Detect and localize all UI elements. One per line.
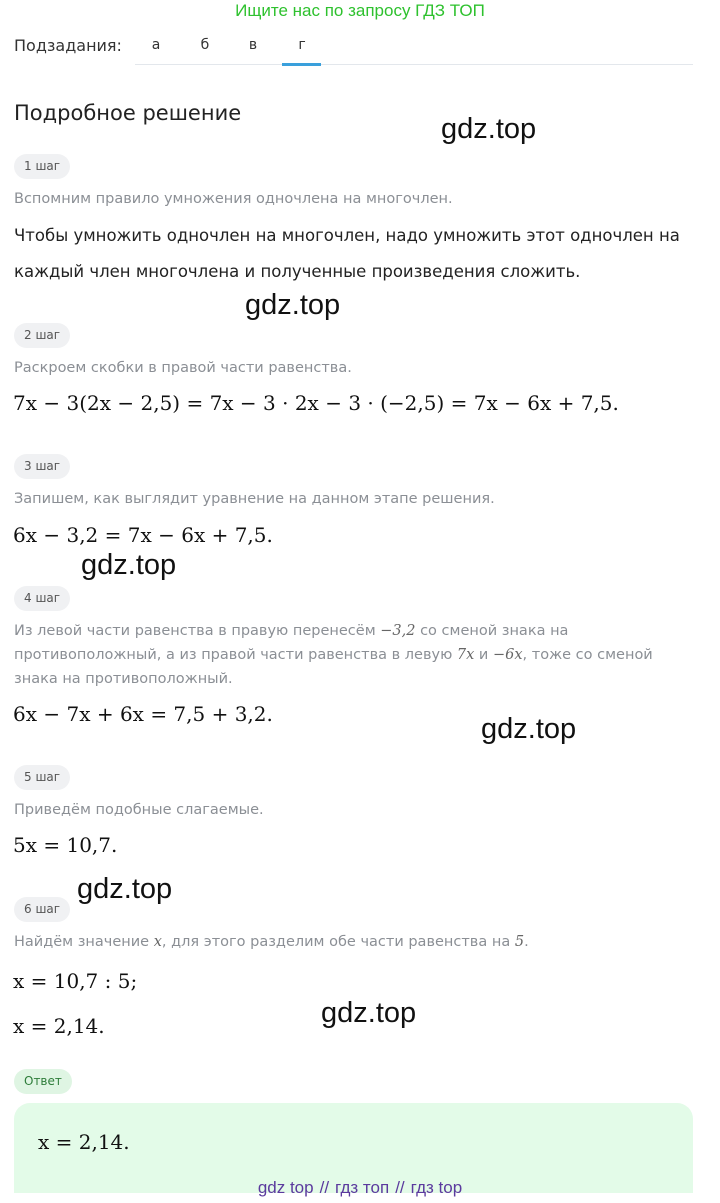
step-badge-1: 1 шаг: [14, 154, 70, 179]
tab-v[interactable]: в: [248, 37, 258, 53]
step-5-equation: 5x = 10,7.: [13, 833, 118, 857]
watermark: gdz.top: [321, 997, 417, 1029]
step-2-equation: 7x − 3(2x − 2,5) = 7x − 3 · 2x − 3 · (−2,5) = 7x − 6x + 7,5.: [13, 391, 619, 415]
step-6-equation-2: x = 2,14.: [13, 1014, 105, 1038]
step-6-equation-1: x = 10,7 : 5;: [13, 969, 138, 993]
step-2-desc: Раскроем скобки в правой части равенства.: [14, 360, 352, 376]
watermark: gdz.top: [245, 289, 341, 321]
step-6-desc: Найдём значение x, для этого разделим обе части равенства на 5.: [14, 934, 529, 950]
step-5-desc: Приведём подобные слагаемые.: [14, 802, 264, 818]
step-badge-4: 4 шаг: [14, 586, 70, 611]
footer-separator: //: [319, 1178, 330, 1197]
footer-link-gdz-top-ru[interactable]: гдз топ: [335, 1178, 390, 1197]
footer-link-gdz-top[interactable]: gdz top: [257, 1178, 314, 1197]
step-1-desc: Вспомним правило умножения одночлена на многочлен.: [14, 191, 453, 207]
subtasks-label: Подзадания:: [14, 36, 122, 55]
step-badge-2: 2 шаг: [14, 323, 70, 348]
step-badge-5: 5 шаг: [14, 765, 70, 790]
step-badge-3: 3 шаг: [14, 454, 70, 479]
answer-badge: Ответ: [14, 1069, 72, 1094]
step-4-equation: 6x − 7x + 6x = 7,5 + 3,2.: [13, 702, 273, 726]
footer-link-gdz-top-mixed[interactable]: гдз top: [410, 1178, 463, 1197]
step-1-rule: Чтобы умножить одночлен на многочлен, надо умножить этот одночлен на каждый член многочлена и полученные произведения сложить.: [14, 226, 680, 281]
watermark: gdz.top: [77, 873, 173, 905]
top-banner[interactable]: Ищите нас по запросу ГДЗ ТОП: [235, 1, 485, 20]
step-badge-6: 6 шаг: [14, 897, 70, 922]
tab-b[interactable]: б: [200, 37, 210, 53]
tab-a[interactable]: а: [151, 37, 161, 53]
watermark: gdz.top: [81, 549, 177, 581]
footer-links: [0, 1178, 720, 1198]
footer-separator: //: [395, 1178, 405, 1197]
watermark: gdz.top: [481, 713, 577, 745]
step-3-equation: 6x − 3,2 = 7x − 6x + 7,5.: [13, 523, 273, 547]
tab-g[interactable]: г: [298, 37, 306, 53]
watermark: gdz.top: [441, 113, 537, 145]
active-tab-indicator: [282, 63, 321, 66]
page-title: Подробное решение: [14, 101, 242, 125]
answer-equation: x = 2,14.: [38, 1130, 130, 1154]
step-4-desc: Из левой части равенства в правую перенесём −3,2 со сменой знака на противоположный, а из правой части равенства в левую 7x и −6x, тоже со сменой знака на противоположный.: [14, 623, 653, 687]
tabs-divider: [135, 64, 693, 65]
step-3-desc: Запишем, как выглядит уравнение на данном этапе решения.: [14, 491, 495, 507]
